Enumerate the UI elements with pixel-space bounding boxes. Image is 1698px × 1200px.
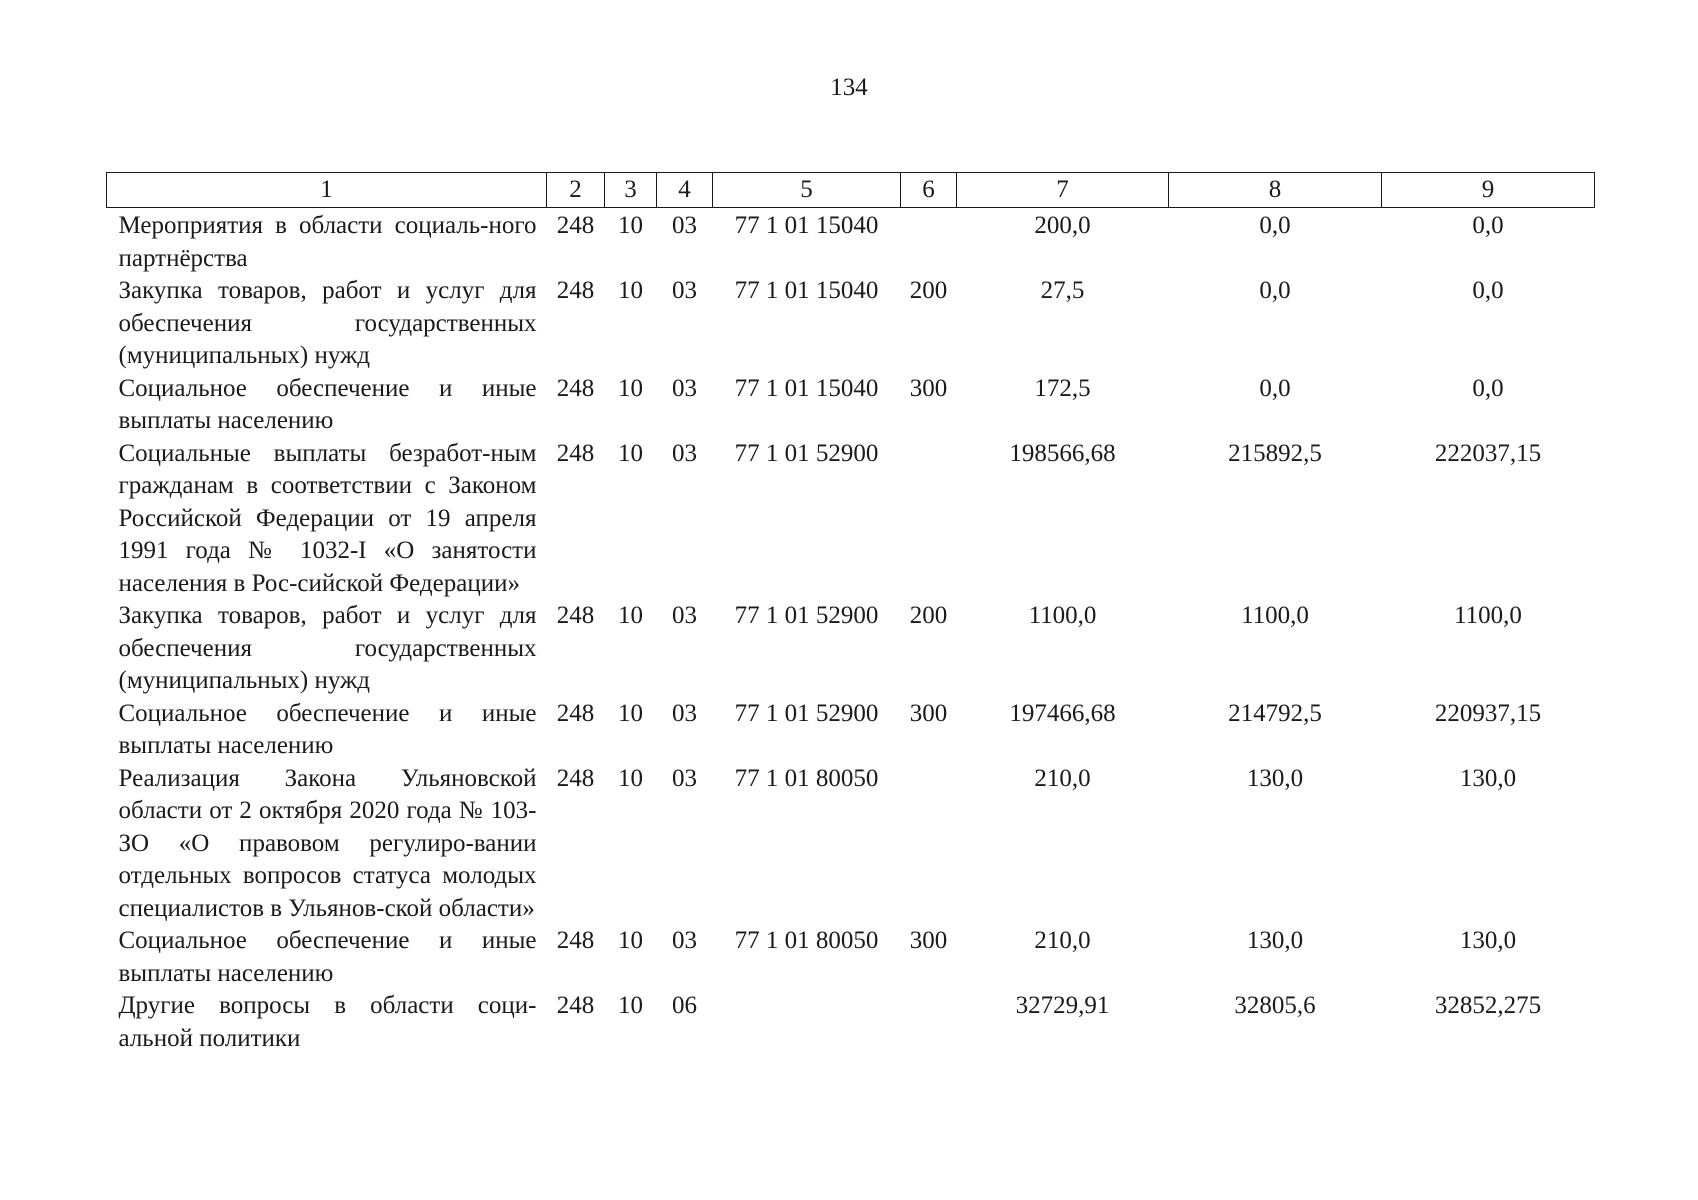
- header-row: [107, 173, 1595, 208]
- row-description: Закупка товаров, работ и услуг для обеспечения государственных (муниципальных) нужд: [118, 277, 537, 369]
- row-description: Мероприятия в области социаль-ного партнёрства: [118, 212, 537, 272]
- row-amount-year3: 1100,0: [1454, 602, 1522, 629]
- row-amount-year2: 130,0: [1246, 764, 1304, 792]
- budget-table: [106, 172, 1595, 1055]
- row-amount-year3: 0,0: [1472, 277, 1504, 304]
- row-code-target: 77 1 01 15040: [734, 374, 879, 402]
- column-header: 4: [657, 173, 713, 208]
- table-header: [107, 173, 1595, 208]
- row-code-expense-type: [901, 763, 957, 926]
- row-amount-year1: 27,5: [1040, 277, 1085, 304]
- row-code-ministry: 248: [556, 927, 595, 954]
- row-code-ministry: 248: [556, 764, 595, 792]
- row-code-subsection: 03: [672, 699, 697, 727]
- page-number: 134: [830, 74, 868, 101]
- row-code-ministry: 248: [556, 699, 595, 727]
- row-code-subsection: 03: [672, 374, 697, 402]
- row-amount-year2: 214792,5: [1228, 699, 1322, 727]
- table-row: [107, 763, 1595, 926]
- row-code-target: [713, 990, 901, 1055]
- row-code-ministry: 248: [556, 212, 595, 239]
- row-code-subsection: 03: [672, 277, 697, 304]
- row-code-expense-type: 200: [909, 277, 948, 304]
- row-code-subsection: 06: [672, 992, 697, 1019]
- row-code-section: 10: [618, 927, 643, 954]
- column-header: 3: [605, 173, 657, 208]
- table-row: [107, 698, 1595, 763]
- table-row: [107, 925, 1595, 990]
- row-amount-year3: 220937,15: [1434, 699, 1542, 727]
- row-amount-year2: 0,0: [1259, 277, 1291, 304]
- row-amount-year3: 222037,15: [1434, 439, 1542, 467]
- table-row: [107, 275, 1595, 373]
- row-code-section: 10: [618, 439, 643, 467]
- budget-table-container: [106, 172, 1594, 1055]
- row-code-ministry: 248: [556, 374, 595, 402]
- row-code-section: 10: [618, 374, 643, 402]
- row-amount-year1: 1100,0: [1028, 602, 1097, 629]
- row-code-target: 77 1 01 15040: [734, 277, 879, 304]
- row-code-section: 10: [618, 699, 643, 727]
- row-description: Социальное обеспечение и иные выплаты населению: [118, 927, 537, 987]
- row-code-target: 77 1 01 52900: [734, 439, 879, 467]
- row-description: Реализация Закона Ульяновской области от 2 октября 2020 года № 103-ЗО «О правовом регулиро-вании отдельных вопросов статуса молодых специалистов в Ульянов-ской области»: [118, 764, 537, 922]
- row-code-expense-type: [901, 438, 957, 601]
- row-code-section: 10: [618, 992, 643, 1019]
- row-code-expense-type: [901, 208, 957, 276]
- row-code-section: 10: [618, 212, 643, 239]
- row-amount-year2: 0,0: [1259, 374, 1291, 402]
- row-description: Социальное обеспечение и иные выплаты населению: [118, 374, 537, 434]
- row-code-expense-type: 300: [909, 374, 948, 402]
- table-row: [107, 438, 1595, 601]
- row-code-expense-type: 200: [909, 602, 948, 629]
- row-code-subsection: 03: [672, 927, 697, 954]
- column-header: 9: [1382, 173, 1595, 208]
- table-row: [107, 208, 1595, 276]
- row-code-target: 77 1 01 80050: [734, 927, 879, 954]
- row-code-subsection: 03: [672, 764, 697, 792]
- row-amount-year1: 198566,68: [1009, 439, 1116, 467]
- row-code-expense-type: 300: [909, 927, 948, 954]
- row-amount-year1: 200,0: [1034, 212, 1091, 239]
- row-amount-year1: 32729,91: [1015, 992, 1110, 1019]
- column-header: 6: [901, 173, 957, 208]
- row-amount-year1: 210,0: [1034, 927, 1091, 954]
- row-code-section: 10: [618, 764, 643, 792]
- row-amount-year1: 210,0: [1034, 764, 1091, 792]
- row-code-expense-type: [901, 990, 957, 1055]
- row-code-section: 10: [618, 602, 643, 629]
- row-code-section: 10: [618, 277, 643, 304]
- row-description: Закупка товаров, работ и услуг для обеспечения государственных (муниципальных) нужд: [118, 602, 537, 694]
- row-code-subsection: 03: [672, 212, 697, 239]
- row-amount-year2: 215892,5: [1228, 439, 1322, 467]
- row-code-ministry: 248: [556, 602, 595, 629]
- row-amount-year1: 172,5: [1034, 374, 1091, 402]
- table-row: [107, 600, 1595, 698]
- column-header: 7: [957, 173, 1169, 208]
- row-code-subsection: 03: [672, 602, 697, 629]
- row-amount-year1: 197466,68: [1009, 699, 1116, 727]
- column-header: 5: [713, 173, 901, 208]
- row-amount-year3: 0,0: [1472, 374, 1504, 402]
- row-code-target: 77 1 01 52900: [734, 602, 879, 629]
- row-code-target: 77 1 01 52900: [734, 699, 879, 727]
- table-body: [107, 208, 1595, 1056]
- row-code-target: 77 1 01 80050: [734, 764, 879, 792]
- column-header: 1: [107, 173, 547, 208]
- row-amount-year3: 130,0: [1459, 764, 1517, 792]
- row-amount-year3: 32852,275: [1434, 992, 1542, 1019]
- row-code-target: 77 1 01 15040: [734, 212, 879, 239]
- row-description: Другие вопросы в области соци-альной политики: [118, 992, 537, 1052]
- row-amount-year2: 1100,0: [1241, 602, 1309, 629]
- column-header: 8: [1169, 173, 1382, 208]
- row-code-expense-type: 300: [909, 699, 948, 727]
- row-code-subsection: 03: [672, 439, 697, 467]
- column-header: 2: [547, 173, 605, 208]
- table-row: [107, 373, 1595, 438]
- table-row: [107, 990, 1595, 1055]
- row-code-ministry: 248: [556, 439, 595, 467]
- row-code-ministry: 248: [556, 992, 595, 1019]
- row-description: Социальное обеспечение и иные выплаты населению: [118, 699, 537, 759]
- row-amount-year2: 32805,6: [1234, 992, 1316, 1019]
- row-amount-year3: 130,0: [1459, 927, 1517, 954]
- row-amount-year3: 0,0: [1472, 212, 1504, 239]
- row-description: Социальные выплаты безработ-ным гражданам в соответствии с Законом Российской Федерации от 19 апреля 1991 года № 1032-I «О занятости населения в Рос-сийской Федерации»: [118, 439, 537, 597]
- row-amount-year2: 0,0: [1259, 212, 1291, 239]
- row-code-ministry: 248: [556, 277, 595, 304]
- row-amount-year2: 130,0: [1246, 927, 1304, 954]
